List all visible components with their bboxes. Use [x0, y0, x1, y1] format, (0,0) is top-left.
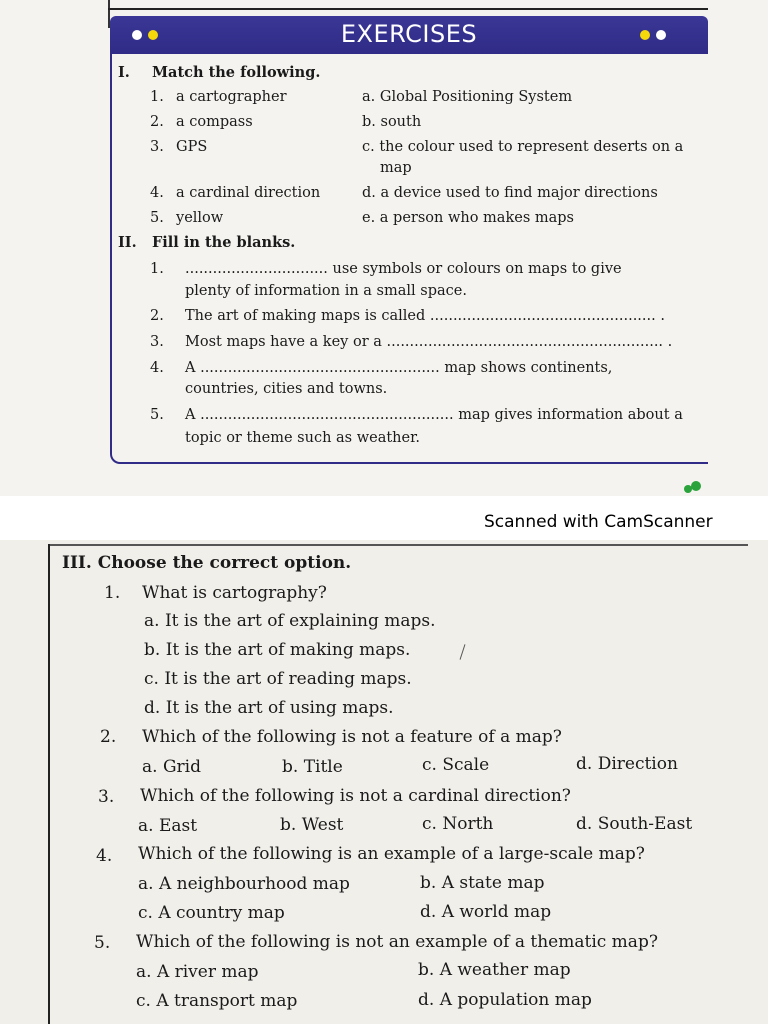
- answer-option: c. It is the art of reading maps.: [144, 669, 412, 689]
- match-right-term: b. south: [362, 114, 422, 130]
- match-item-number: 3.: [150, 139, 164, 155]
- blank-item-number: 3.: [150, 334, 164, 350]
- answer-option: b. A state map: [420, 873, 545, 893]
- blank-item-number: 4.: [150, 360, 164, 376]
- blank-sentence: The art of making maps is called ................................................. .: [185, 308, 665, 324]
- question-number: 1.: [104, 583, 121, 603]
- page-edge-line: [48, 544, 50, 1024]
- answer-option: a. A river map: [136, 962, 259, 982]
- section-number: I.: [118, 64, 130, 81]
- answer-option: b. A weather map: [418, 960, 571, 980]
- section-number: II.: [118, 234, 137, 251]
- banner-dot-icon: [656, 30, 666, 40]
- section-heading: Match the following.: [152, 64, 321, 81]
- question-text: Which of the following is not an example of a thematic map?: [136, 932, 658, 952]
- question-text: What is cartography?: [142, 583, 327, 603]
- blank-sentence-continued: countries, cities and towns.: [185, 381, 388, 397]
- answer-option: b. Title: [282, 757, 343, 777]
- answer-option: b. West: [280, 815, 344, 835]
- page-top-rule: [108, 8, 708, 10]
- answer-option: d. It is the art of using maps.: [144, 698, 394, 718]
- match-item-number: 2.: [150, 114, 164, 130]
- blank-item-number: 2.: [150, 308, 164, 324]
- blank-sentence: A ....................................................... map gives information about a: [185, 407, 683, 423]
- match-left-term: a compass: [176, 114, 253, 130]
- answer-option: a. A neighbourhood map: [138, 874, 350, 894]
- answer-option: a. East: [138, 816, 198, 836]
- section-heading: Fill in the blanks.: [152, 234, 296, 251]
- match-right-term: c. the colour used to represent deserts on a: [362, 139, 684, 155]
- question-text: Which of the following is not a feature of a map?: [142, 727, 562, 747]
- blank-sentence-continued: topic or theme such as weather.: [185, 430, 421, 446]
- answer-option: a. Grid: [142, 757, 201, 777]
- blank-sentence: ............................... use symbols or colours on maps to give: [185, 261, 622, 277]
- question-text: Which of the following is an example of a large-scale map?: [138, 844, 645, 864]
- match-item-number: 5.: [150, 210, 164, 226]
- answer-option: d. South-East: [576, 814, 693, 834]
- answer-option: c. A country map: [138, 903, 285, 923]
- answer-option: c. North: [422, 814, 494, 834]
- section-heading: III. Choose the correct option.: [62, 553, 352, 573]
- answer-option: c. A transport map: [136, 991, 298, 1011]
- match-left-term: a cartographer: [176, 89, 287, 105]
- answer-option: d. Direction: [576, 754, 678, 774]
- match-right-term-continued: map: [380, 160, 412, 176]
- match-item-number: 4.: [150, 185, 164, 201]
- question-number: 5.: [94, 933, 111, 953]
- blank-item-number: 5.: [150, 407, 164, 423]
- blank-sentence: A .................................................... map shows continents,: [185, 360, 613, 376]
- green-ball-icon: [682, 480, 702, 494]
- exercises-title: EXERCISES: [340, 20, 478, 48]
- exercises-banner: [110, 16, 708, 54]
- scanner-watermark: Scanned with CamScanner: [484, 512, 713, 532]
- question-text: Which of the following is not a cardinal direction?: [140, 786, 571, 806]
- match-right-term: a. Global Positioning System: [362, 89, 573, 105]
- answer-option: d. A world map: [420, 902, 552, 922]
- page-top-rule: [48, 544, 748, 546]
- match-left-term: yellow: [176, 210, 224, 226]
- answer-option: c. Scale: [422, 755, 490, 775]
- match-left-term: a cardinal direction: [176, 185, 321, 201]
- question-number: 3.: [98, 787, 115, 807]
- answer-option: d. A population map: [418, 990, 592, 1010]
- question-number: 4.: [96, 846, 113, 866]
- blank-item-number: 1.: [150, 261, 164, 277]
- answer-option: a. It is the art of explaining maps.: [144, 611, 436, 631]
- match-item-number: 1.: [150, 89, 164, 105]
- question-number: 2.: [100, 727, 117, 747]
- answer-option: b. It is the art of making maps.: [144, 640, 411, 660]
- match-right-term: d. a device used to find major directions: [362, 185, 658, 201]
- match-left-term: GPS: [176, 139, 208, 155]
- match-right-term: e. a person who makes maps: [362, 210, 574, 226]
- blank-sentence-continued: plenty of information in a small space.: [185, 283, 467, 299]
- blank-sentence: Most maps have a key or a ............................................................ .: [185, 334, 673, 350]
- banner-dot-icon: [640, 30, 650, 40]
